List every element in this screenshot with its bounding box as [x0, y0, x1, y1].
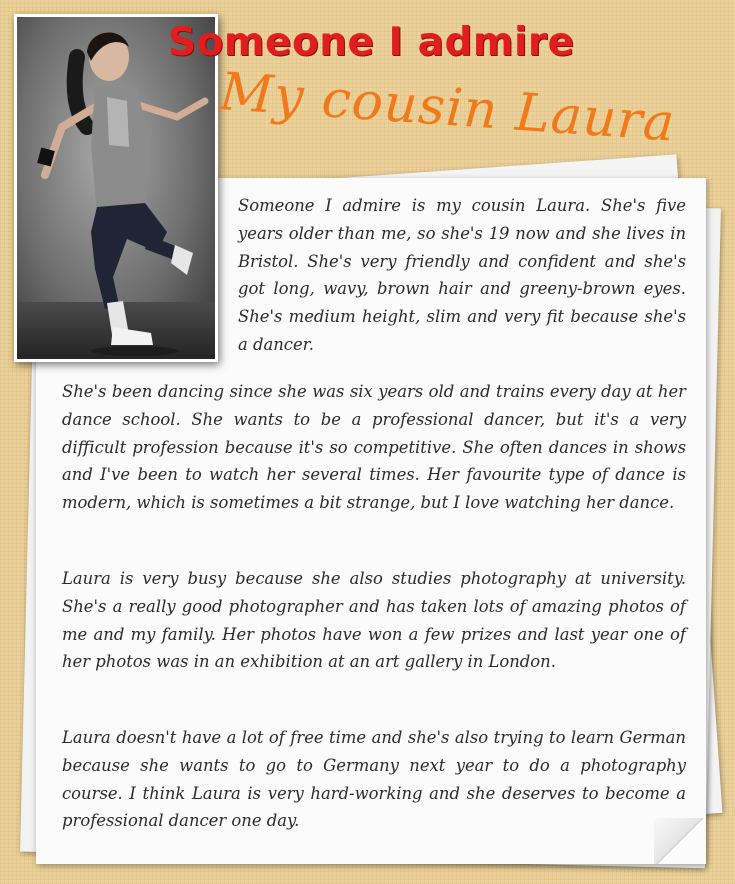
dancer-photo: [14, 14, 218, 362]
article-title: Someone I admire: [168, 20, 575, 65]
paragraph-3: Laura is very busy because she also studies photography at university. She's a really good photographer and has taken lots of amazing photos of me and my family. Her photos have won a few prizes and last year one of her photos was in an exhibition at an art gallery in London.: [62, 569, 686, 672]
paragraph-1: Someone I admire is my cousin Laura. She's five years older than me, so she's 19 now and she lives in Bristol. She's very friendly and confident and she's got long, wavy, brown hair and greeny-brown eyes. She's medium height, slim and very fit because she's a dancer.: [238, 196, 686, 354]
dancer-image: [17, 17, 215, 359]
article-subtitle: My cousin Laura: [217, 62, 678, 154]
paragraph-4: Laura doesn't have a lot of free time and she's also trying to learn German because she wants to go to Germany next year to do a photography course. I think Laura is very hard-working and she deserves to become a professional dancer one day.: [62, 728, 686, 831]
paragraph-2: She's been dancing since she was six years old and trains every day at her dance school. She wants to be a professional dancer, but it's a very difficult profession because it's so competitive. She often dances in shows and I've been to watch her several times. Her favourite type of dance is modern, which is sometimes a bit strange, but I love watching her dance.: [62, 382, 686, 513]
